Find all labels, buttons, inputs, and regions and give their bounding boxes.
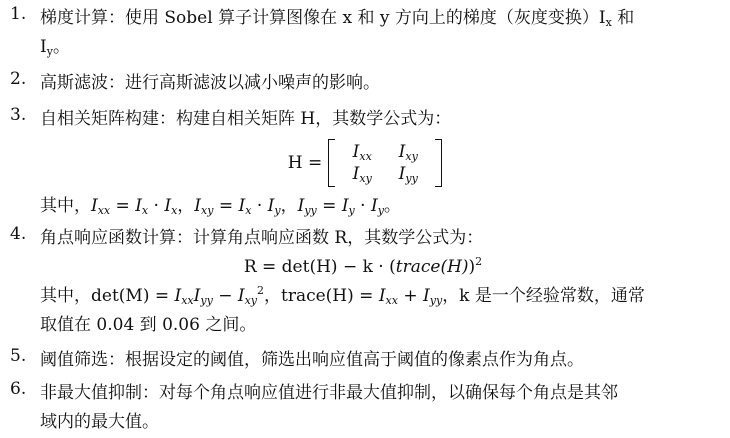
- item-text-line: [40, 33, 730, 62]
- right-bracket: [435, 139, 442, 187]
- definition-line: 其中，$I_{xx} = I_x \cdot I_x$，$I_{xy} = I_x \cdot I_y$，$I_{yy} = I_y \cdot I_y$。: [40, 196, 401, 217]
- item-text: 和: [611, 8, 635, 28]
- item-text: 角点响应函数计算：计算角点响应函数 R，其数学公式为：: [40, 228, 484, 248]
- item-number: 2.: [10, 69, 27, 89]
- matrix: [328, 139, 442, 187]
- item-text: 梯度计算：使用 Sobel 算子计算图像在 x 和 y 方向上的梯度（灰度变换）I: [40, 8, 606, 28]
- matrix-grid: [335, 142, 435, 184]
- item-text-line: 非最大值抑制：对每个角点响应值进行非最大值抑制，以确保每个角点是其邻: [40, 383, 618, 403]
- list-item-5: [0, 346, 730, 375]
- item-text: I: [40, 37, 47, 57]
- item-text: 高斯滤波：进行高斯滤波以减小噪声的影响。: [40, 73, 380, 93]
- item-number: 3.: [10, 105, 27, 125]
- item-text: 。: [52, 37, 70, 57]
- item-number: 5.: [10, 346, 27, 366]
- matrix-cell: $I_{yy}$: [398, 164, 418, 185]
- list-item-2: [0, 69, 730, 98]
- list-item-4: [0, 224, 730, 340]
- matrix-cell: $I_{xy}$: [398, 142, 418, 163]
- list-item-6: [0, 379, 730, 437]
- subscript: y: [46, 45, 53, 58]
- list-item-3: [0, 105, 730, 221]
- definition-line: 其中，$\det(M) = I_{xx}I_{yy} - I_{xy}^2$，trace(H) = $I_{xx} + I_{yy}$，k 是一个经验常数，通常: [40, 284, 645, 307]
- item-number: 4.: [10, 224, 27, 244]
- matrix-cell: $I_{xy}$: [352, 164, 372, 185]
- response-equation: R = det(H) − k · (trace(H))$^2$: [243, 255, 483, 277]
- item-number: 1.: [10, 4, 27, 24]
- equation-lhs: H =: [287, 153, 323, 173]
- left-bracket: [328, 139, 335, 187]
- item-text-line: [40, 4, 730, 33]
- subscript: x: [605, 16, 612, 29]
- item-number: 6.: [10, 379, 27, 399]
- item-text-line: 域内的最大值。: [40, 412, 159, 432]
- item-text: 阈值筛选：根据设定的阈值，筛选出响应值高于阈值的像素点作为角点。: [40, 350, 584, 370]
- item-text-line: 取值在 0.04 到 0.06 之间。: [40, 315, 257, 335]
- item-text: 自相关矩阵构建：构建自相关矩阵 H，其数学公式为：: [40, 109, 452, 129]
- matrix-cell: $I_{xx}$: [352, 142, 372, 163]
- list-item-1: [0, 4, 730, 62]
- matrix-equation: [40, 134, 730, 192]
